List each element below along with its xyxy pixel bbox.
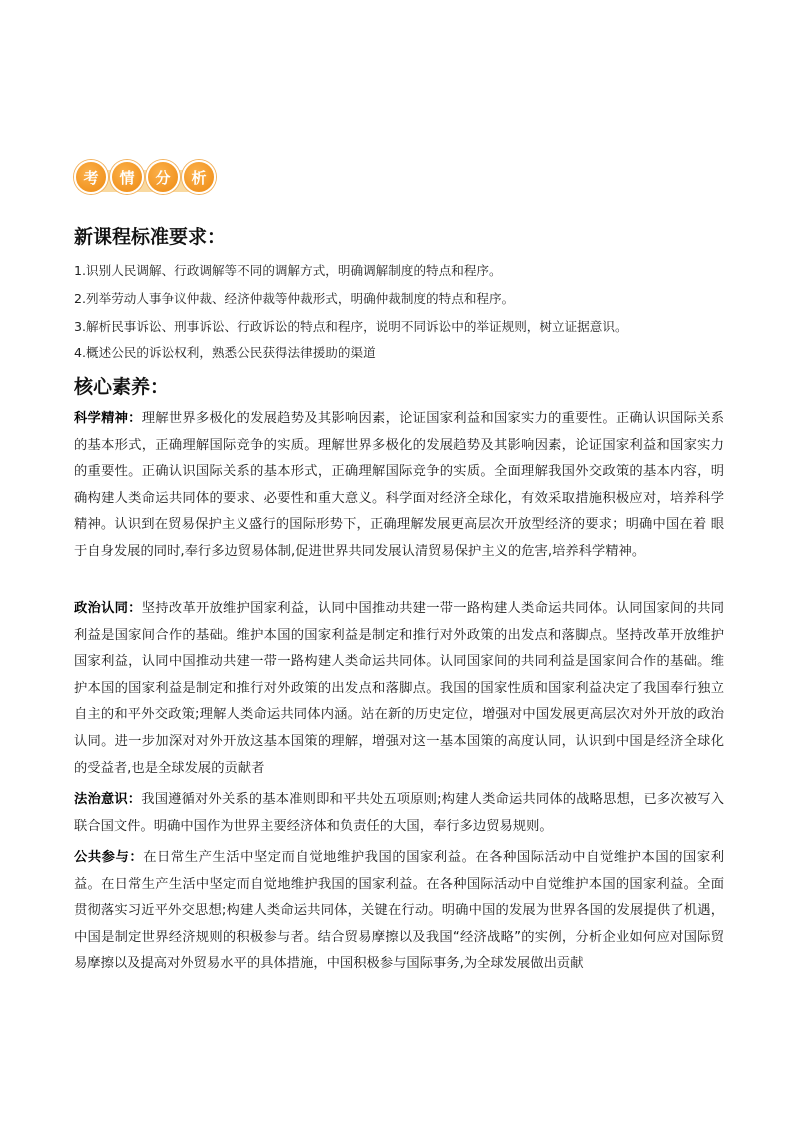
section-text: 坚持改革开放维护国家利益，认同中国推动共建一带一路构建人类命运共同体。认同国家间的共同利益是国家间合作的基础。维护本国的国家利益是制定和推行对外政策的出发点和落脚点。坚持改革开放维护国家利益，认同中国推动共建一带一路构建人类命运共同体。认同国家间的共同利益是国家间合作的基础。维护本国的国家利益是制定和推行对外政策的出发点和落脚点。我国的国家性质和国家利益决定了我国奉行独立自主的和平外交政策;理解人类命运共同体内涵。站在新的历史定位，增强对中国发展更高层次对外开放的政治认同。进一步加深对对外开放这基本国策的理解，增强对这一基本国策的高度认同，认识到中国是经济全球化的受益者,也是全球发展的贡献者 — [74, 601, 724, 776]
core-literacy-heading: 核心素养： — [74, 376, 170, 398]
requirement-item: 1.识别人民调解、行政调解等不同的调解方式，明确调解制度的特点和程序。 — [74, 263, 502, 278]
badge-char: 考 — [74, 160, 108, 194]
badge-circles — [74, 160, 216, 194]
requirement-item: 4.概述公民的诉讼权利，熟悉公民获得法律援助的渠道 — [74, 345, 376, 360]
badge-char: 分 — [146, 160, 180, 194]
section-badge — [74, 160, 207, 196]
section-text: 我国遵循对外关系的基本准则即和平共处五项原则;构建人类命运共同体的战略思想，已多次被写入联合国文件。明确中国作为世界主要经济体和负责任的大国，奉行多边贸易规则。 — [74, 792, 725, 834]
section-text: 在日常生产生活中坚定而自觉地维护我国的国家利益。在各种国际活动中自觉维护本国的国家利益。在日常生产生活中坚定而自觉地维护我国的国家利益。在各种国际活动中自觉维护本国的国家利益。全面贯彻落实习近平外交思想;构建人类命运共同体，关键在行动。明确中国的发展为世界各国的发展提供了机遇，中国是制定世界经济规则的积极参与者。结合贸易摩擦以及我国“经济战略”的实例，分析企业如何应对国际贸易摩擦以及提高对外贸易水平的具体措施，中国积极参与国际事务,为全球发展做出贡献 — [74, 850, 725, 972]
core-section-science — [74, 406, 724, 566]
section-text: 理解世界多极化的发展趋势及其影响因素，论证国家利益和国家实力的重要性。正确认识国际关系的基本形式，正确理解国际竞争的实质。理解世界多极化的发展趋势及其影响因素，论证国家利益和国家实力的重要性。正确认识国际关系的基本形式，正确理解国际竞争的实质。全面理解我国外交政策的基本内容，明确构建人类命运共同体的要求、必要性和重大意义。科学面对经济全球化，有效采取措施积极应对，培养科学精神。认识到在贸易保护主义盛行的国际形势下，正确理解发展更高层次开放型经济的要求；明确中国在着 眼于自身发展的同时,奉行多边贸易体制,促进世界共同发展认清贸易保护主义的危害,培养科学精神。 — [74, 411, 724, 559]
badge-char: 情 — [110, 160, 144, 194]
section-label: 法治意识： — [74, 792, 142, 807]
section-label: 政治认同： — [74, 601, 142, 616]
core-section-political — [74, 596, 724, 782]
requirement-item: 2.列举劳动人事争议仲裁、经济仲裁等仲裁形式，明确仲裁制度的特点和程序。 — [74, 291, 515, 306]
section-label: 公共参与： — [74, 850, 144, 865]
requirement-item: 3.解析民事诉讼、刑事诉讼、行政诉讼的特点和程序，说明不同诉讼中的举证规则，树立证据意识。 — [74, 319, 628, 334]
core-section-rule-of-law — [74, 787, 724, 840]
requirements-heading: 新课程标准要求： — [74, 226, 227, 248]
section-label: 科学精神： — [74, 411, 142, 426]
core-section-public-participation — [74, 845, 724, 978]
badge-char: 析 — [182, 160, 216, 194]
